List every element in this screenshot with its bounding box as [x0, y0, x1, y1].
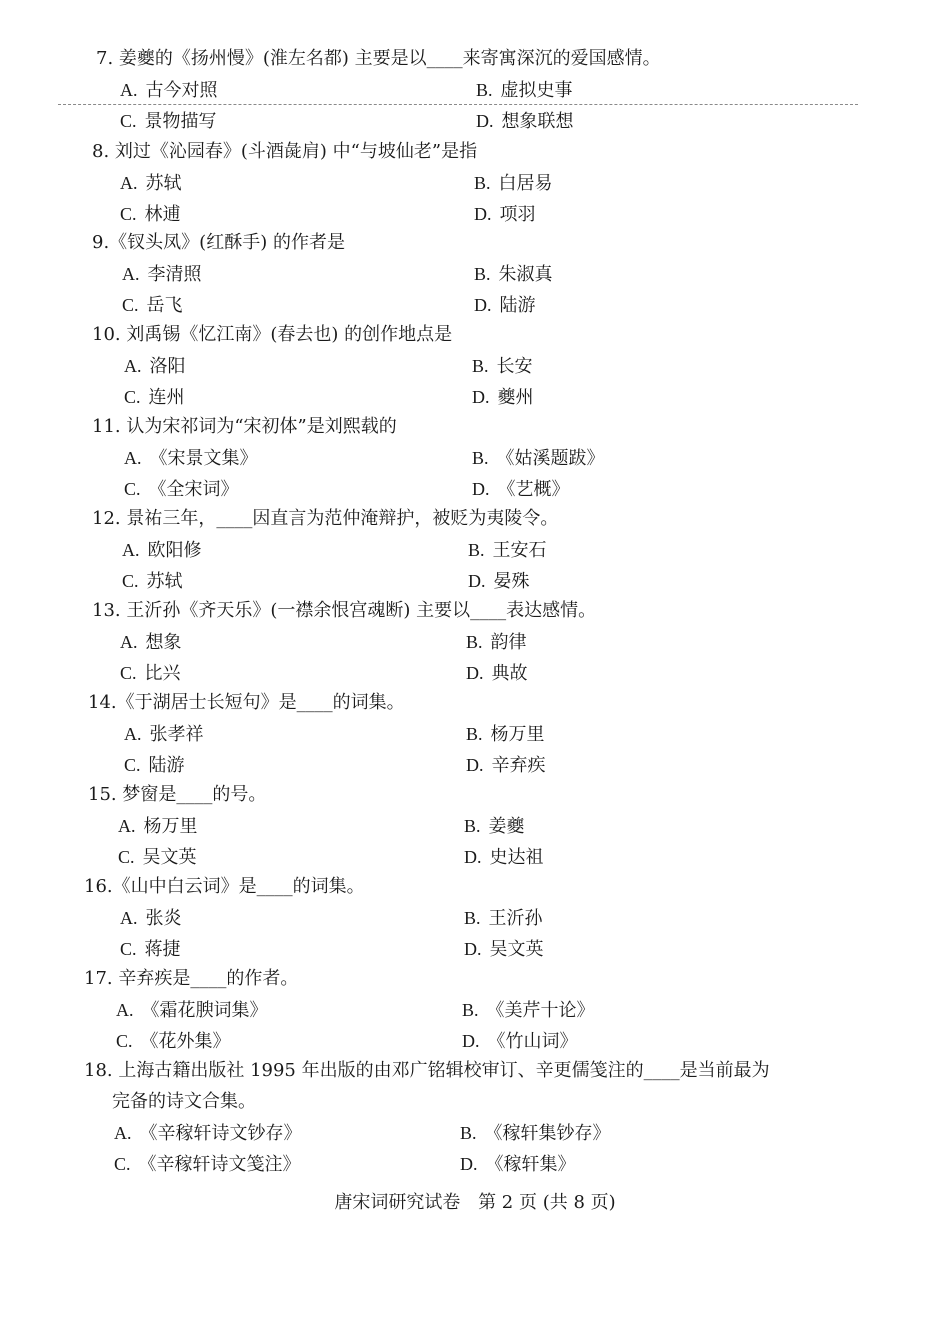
option-label: A. [124, 356, 142, 376]
option-d [474, 294, 536, 317]
option-b [474, 172, 553, 195]
option-c [120, 203, 181, 226]
option-a [120, 907, 182, 930]
option-label: B. [476, 80, 493, 100]
option-b [474, 263, 553, 286]
option-text: 《花外集》 [140, 1031, 231, 1052]
option-text: 陆游 [148, 755, 185, 776]
option-text: 项羽 [499, 204, 536, 225]
option-label: C. [116, 1031, 133, 1051]
option-label: A. [120, 173, 138, 193]
option-label: C. [124, 755, 141, 775]
option-text: 王安石 [492, 540, 547, 561]
option-a [124, 447, 258, 470]
option-text: 《姑溪题跋》 [496, 448, 605, 469]
option-b [464, 815, 525, 838]
option-text: 长安 [496, 356, 533, 377]
option-label: D. [468, 571, 486, 591]
option-d [466, 754, 546, 777]
option-text: 洛阳 [149, 356, 186, 377]
option-text: 晏殊 [493, 571, 530, 592]
option-label: A. [124, 448, 142, 468]
option-text: 夔州 [497, 387, 534, 408]
option-label: D. [464, 847, 482, 867]
option-text: 《竹山词》 [487, 1031, 578, 1052]
option-label: A. [122, 540, 140, 560]
option-text: 姜夔 [488, 816, 525, 837]
option-d [466, 662, 528, 685]
option-b [472, 355, 533, 378]
option-label: C. [114, 1154, 131, 1174]
option-label: D. [466, 663, 484, 683]
question-stem: 11. 认为宋祁词为“宋初体”是刘熙载的 [92, 416, 397, 437]
option-b [466, 631, 527, 654]
option-text: 苏轼 [145, 173, 182, 194]
option-d [468, 570, 530, 593]
option-text: 《霜花腴词集》 [141, 1000, 268, 1021]
option-text: 张炎 [145, 908, 182, 929]
dashed-separator [58, 104, 858, 105]
option-label: B. [464, 908, 481, 928]
option-text: 比兴 [144, 663, 181, 684]
option-text: 《稼轩集》 [485, 1154, 576, 1175]
option-text: 杨万里 [490, 724, 545, 745]
option-b [468, 539, 547, 562]
option-text: 杨万里 [143, 816, 198, 837]
option-label: B. [466, 724, 483, 744]
question-stem: 8. 刘过《沁园春》(斗酒彘肩) 中“与坡仙老”是指 [92, 141, 478, 162]
option-a [120, 631, 182, 654]
option-label: B. [472, 448, 489, 468]
option-d [464, 846, 544, 869]
option-c [116, 1030, 231, 1053]
option-label: A. [120, 80, 138, 100]
option-label: C. [122, 295, 139, 315]
option-text: 苏轼 [146, 571, 183, 592]
question-stem: 15. 梦窗是____的号。 [88, 784, 267, 805]
option-d [462, 1030, 578, 1053]
option-label: D. [462, 1031, 480, 1051]
footer-title: 唐宋词研究试卷 [334, 1192, 461, 1213]
option-text: 《美芹十论》 [486, 1000, 595, 1021]
question-stem: 7. 姜夔的《扬州慢》(淮左名都) 主要是以____来寄寓深沉的爱国感情。 [96, 48, 661, 69]
option-label: B. [472, 356, 489, 376]
option-text: 《辛稼轩诗文钞存》 [139, 1123, 302, 1144]
option-label: C. [122, 571, 139, 591]
option-d [460, 1153, 576, 1176]
option-label: A. [120, 632, 138, 652]
option-text: 欧阳修 [147, 540, 202, 561]
question-stem: 14.《于湖居士长短句》是____的词集。 [88, 692, 405, 713]
question-stem: 13. 王沂孙《齐天乐》(一襟余恨宫魂断) 主要以____表达感情。 [92, 600, 597, 621]
option-a [116, 999, 268, 1022]
option-label: D. [466, 755, 484, 775]
option-b [462, 999, 595, 1022]
option-label: C. [118, 847, 135, 867]
option-text: 连州 [148, 387, 185, 408]
option-text: 虚拟史事 [500, 80, 573, 101]
option-label: B. [464, 816, 481, 836]
option-label: D. [460, 1154, 478, 1174]
option-b [472, 447, 605, 470]
option-text: 陆游 [499, 295, 536, 316]
option-label: B. [474, 264, 491, 284]
option-label: A. [122, 264, 140, 284]
option-label: D. [474, 295, 492, 315]
option-text: 辛弃疾 [491, 755, 546, 776]
option-label: D. [472, 387, 490, 407]
option-label: C. [124, 387, 141, 407]
question-stem-continued: 完备的诗文合集。 [112, 1091, 256, 1112]
option-c [120, 110, 217, 133]
option-text: 蒋捷 [144, 939, 181, 960]
option-a [124, 355, 186, 378]
option-d [472, 478, 570, 501]
option-text: 史达祖 [489, 847, 544, 868]
option-text: 朱淑真 [498, 264, 553, 285]
option-label: C. [120, 111, 137, 131]
option-text: 李清照 [147, 264, 202, 285]
question-stem: 18. 上海古籍出版社 1995 年出版的由邓广铭辑校审订、辛更儒笺注的____是当前最为 [84, 1060, 770, 1081]
option-c [120, 938, 181, 961]
option-b [460, 1122, 611, 1145]
option-text: 吴文英 [489, 939, 544, 960]
option-d [476, 110, 574, 133]
option-text: 岳飞 [146, 295, 183, 316]
option-text: 《全宋词》 [148, 479, 239, 500]
question-stem: 9.《钗头凤》(红酥手) 的作者是 [92, 232, 345, 253]
option-text: 《艺概》 [497, 479, 570, 500]
option-a [120, 172, 182, 195]
footer-page-number: 第 2 页 (共 8 页) [478, 1192, 616, 1213]
option-label: A. [124, 724, 142, 744]
option-label: D. [474, 204, 492, 224]
question-stem: 17. 辛弃疾是____的作者。 [84, 968, 299, 989]
option-label: D. [476, 111, 494, 131]
option-a [122, 263, 202, 286]
question-stem: 16.《山中白云词》是____的词集。 [84, 876, 365, 897]
option-c [120, 662, 181, 685]
option-text: 《宋景文集》 [149, 448, 258, 469]
option-text: 《辛稼轩诗文笺注》 [138, 1154, 301, 1175]
option-text: 吴文英 [142, 847, 197, 868]
option-text: 景物描写 [144, 111, 217, 132]
option-text: 王沂孙 [488, 908, 543, 929]
option-d [472, 386, 534, 409]
option-label: B. [474, 173, 491, 193]
option-label: C. [124, 479, 141, 499]
option-label: C. [120, 663, 137, 683]
option-c [124, 754, 185, 777]
option-label: B. [460, 1123, 477, 1143]
question-stem: 12. 景祐三年，____因直言为范仲淹辩护，被贬为夷陵令。 [92, 508, 559, 529]
option-text: 林逋 [144, 204, 181, 225]
option-b [476, 79, 573, 102]
option-a [120, 79, 218, 102]
option-label: B. [466, 632, 483, 652]
option-label: A. [114, 1123, 132, 1143]
option-c [124, 386, 185, 409]
option-label: B. [462, 1000, 479, 1020]
option-text: 想象联想 [501, 111, 574, 132]
option-c [114, 1153, 301, 1176]
option-text: 张孝祥 [149, 724, 204, 745]
option-c [122, 294, 183, 317]
option-c [122, 570, 183, 593]
option-text: 典故 [491, 663, 528, 684]
question-stem: 10. 刘禹锡《忆江南》(春去也) 的创作地点是 [92, 324, 453, 345]
option-text: 韵律 [490, 632, 527, 653]
option-a [122, 539, 202, 562]
option-label: C. [120, 939, 137, 959]
option-a [114, 1122, 302, 1145]
option-b [464, 907, 543, 930]
option-a [124, 723, 204, 746]
option-d [474, 203, 536, 226]
option-label: B. [468, 540, 485, 560]
option-label: D. [472, 479, 490, 499]
option-label: D. [464, 939, 482, 959]
option-c [118, 846, 197, 869]
option-d [464, 938, 544, 961]
option-text: 想象 [145, 632, 182, 653]
option-c [124, 478, 239, 501]
option-text: 古今对照 [145, 80, 218, 101]
option-label: C. [120, 204, 137, 224]
option-label: A. [118, 816, 136, 836]
page-footer [0, 1192, 950, 1214]
option-label: A. [120, 908, 138, 928]
option-text: 白居易 [498, 173, 553, 194]
option-label: A. [116, 1000, 134, 1020]
option-b [466, 723, 545, 746]
option-text: 《稼轩集钞存》 [484, 1123, 611, 1144]
option-a [118, 815, 198, 838]
